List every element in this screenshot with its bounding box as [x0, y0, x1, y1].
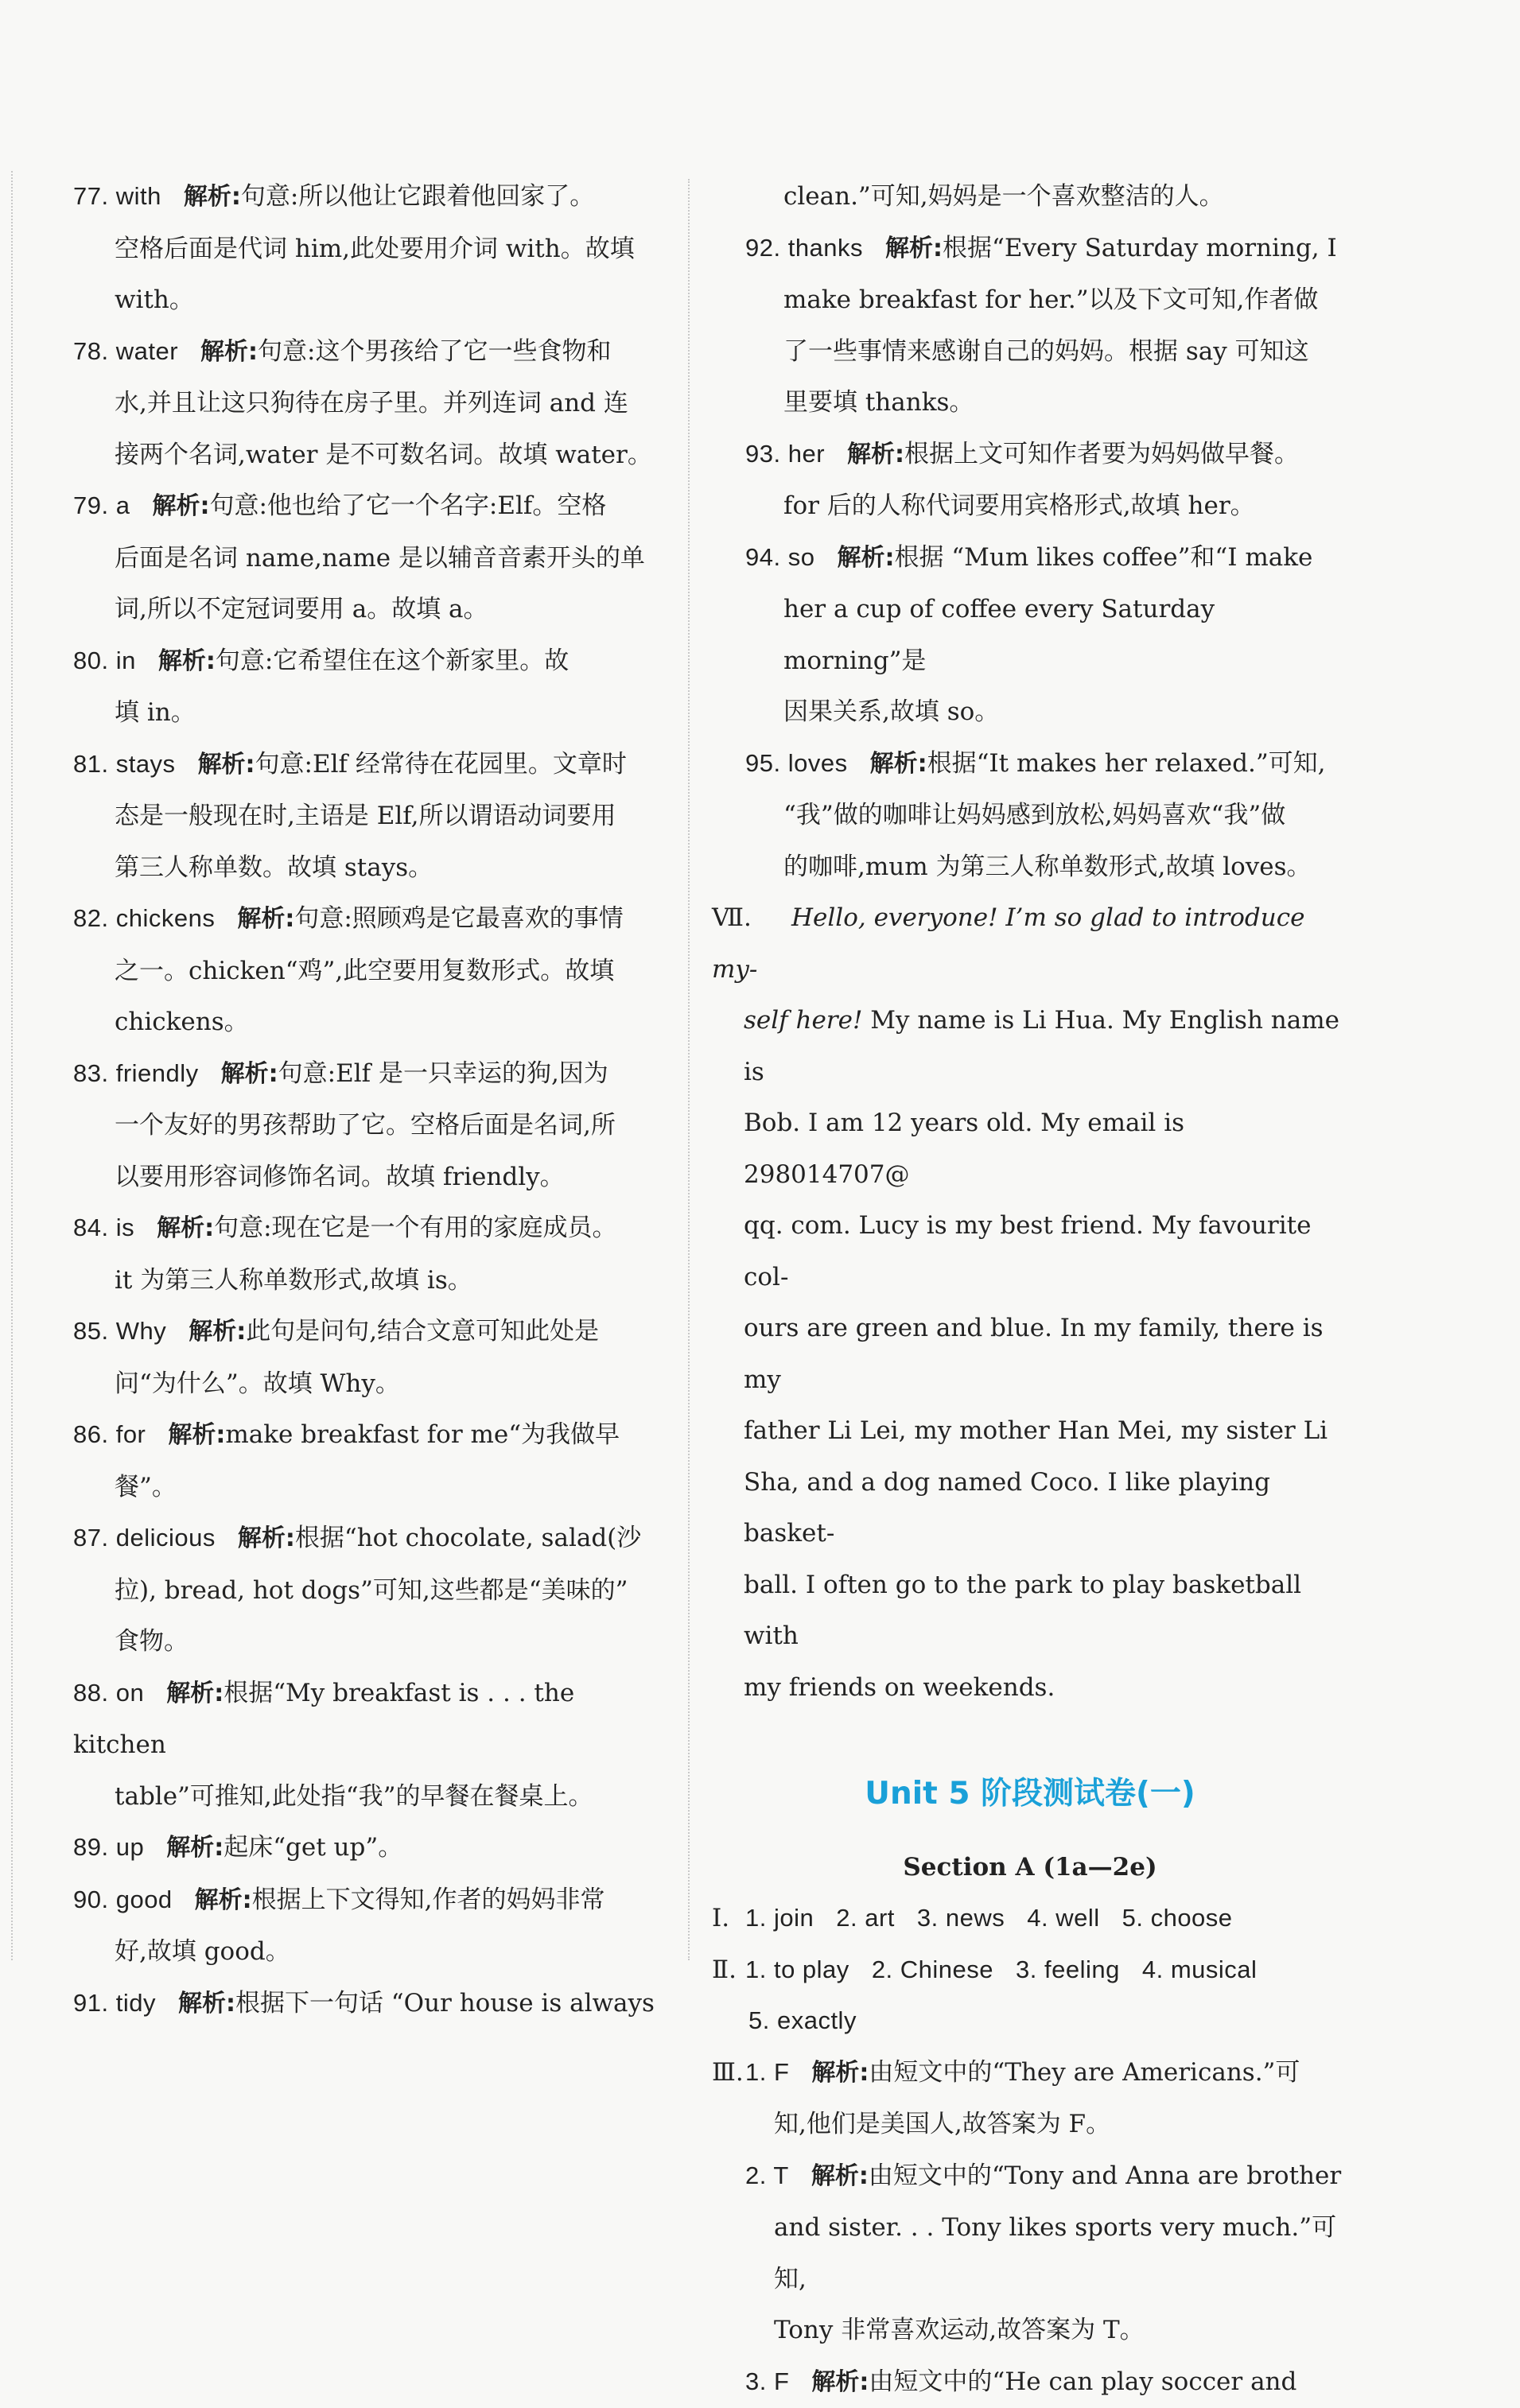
left-column: [73, 171, 666, 2029]
q92-entry: [745, 223, 1348, 429]
q90-first-line: [73, 1874, 666, 1927]
q83-cont-line-1: 一个友好的男孩帮助了它。空格后面是名词,所: [73, 1100, 666, 1152]
q80-answer: 80. in: [73, 647, 136, 674]
q88-analysis-text: 根据“My breakfast is . . . the kitchen: [73, 1679, 574, 1760]
q81-answer: 81. stays: [73, 750, 176, 778]
q93-entry: [745, 429, 1348, 532]
q90-analysis-text: 根据上下文得知,作者的妈妈非常: [252, 1886, 605, 1914]
essay-line-1: Hello, everyone! I’m so glad to introduce my-: [712, 903, 1304, 984]
essay-line-5: ours are green and blue. In my family, there is my: [744, 1303, 1348, 1405]
part-3-answers: [712, 2047, 1348, 2408]
q85-entry: [73, 1306, 666, 1409]
q94-answer: 94. so: [745, 543, 814, 571]
q88-entry: [73, 1668, 666, 1823]
q86-answer: 86. for: [73, 1420, 146, 1448]
q88-first-line: [73, 1668, 666, 1771]
q87-entry: [73, 1513, 666, 1668]
q78-cont-line-2: 接两个名词,water 是不可数名词。故填 water。: [73, 429, 666, 481]
part-3-item-2-cont-line-1: and sister. . . Tony likes sports very much.”可知,: [745, 2202, 1348, 2305]
essay-line-4: qq. com. Lucy is my best friend. My favourite col-: [744, 1200, 1348, 1303]
q85-first-line: [73, 1306, 666, 1358]
q95-answer: 95. loves: [745, 749, 848, 777]
part-3-item-3-analysis-text: 由短文中的“He can play soccer and: [869, 2367, 1296, 2396]
q84-first-line: [73, 1202, 666, 1255]
part-3-item-1: [712, 2047, 1348, 2150]
part-3-item-1-cont-1: 知,他们是美国人,故答案为 F。: [712, 2099, 1348, 2150]
q82-answer: 82. chickens: [73, 904, 215, 932]
q92-analysis-text: 根据“Every Saturday morning, I: [943, 234, 1337, 262]
q92-answer: 92. thanks: [745, 234, 863, 262]
part-2-items-cont: [748, 2006, 857, 2035]
q89-answer: 89. up: [73, 1833, 144, 1861]
q90-analysis-label: 解析:: [195, 1886, 252, 1914]
left-margin-rule: [11, 171, 13, 1960]
q77-answer: 77. with: [73, 182, 161, 210]
part-3-item-2: [712, 2150, 1348, 2356]
q82-cont-line-2: chickens。: [73, 996, 666, 1048]
part-1-item-1: 1. join: [745, 1904, 814, 1932]
q86-first-line: [73, 1409, 666, 1462]
part-1-item-4: 4. well: [1027, 1904, 1099, 1932]
essay-line-7: Sha, and a dog named Coco. I like playing basket-: [744, 1457, 1348, 1559]
part-3-item-2-entry: [745, 2150, 1348, 2356]
q77-cont-line-2: with。: [73, 274, 666, 326]
q83-first-line: [73, 1048, 666, 1101]
q84-analysis-label: 解析:: [157, 1214, 214, 1242]
q87-analysis-label: 解析:: [238, 1524, 295, 1552]
part-2-item-1: 1. to play: [745, 1956, 849, 1983]
q80-analysis-label: 解析:: [158, 647, 216, 675]
q79-first-line: [73, 480, 666, 533]
essay-first-line: [712, 892, 1348, 995]
q94-entry: [745, 532, 1348, 738]
q91-analysis-text: 根据下一句话 “Our house is always: [235, 1989, 655, 2018]
q81-analysis-label: 解析:: [198, 751, 255, 779]
q79-entry: [73, 480, 666, 635]
part-3-item-2-cont-line-2: Tony 非常喜欢运动,故答案为 T。: [745, 2305, 1348, 2356]
q87-first-line: [73, 1513, 666, 1565]
q88-answer: 88. on: [73, 1679, 144, 1707]
q91-answer: 91. tidy: [73, 1989, 156, 2017]
q87-analysis-text: 根据“hot chocolate, salad(沙: [295, 1524, 641, 1552]
q87-cont-line-1: 拉), bread, hot dogs”可知,这些都是“美味的”: [73, 1565, 666, 1617]
q87-answer: 87. delicious: [73, 1524, 216, 1552]
q88-cont-line-1: table”可推知,此处指“我”的早餐在餐桌上。: [73, 1771, 666, 1823]
q78-analysis-text: 句意:这个男孩给了它一些食物和: [258, 337, 611, 366]
part-3-roman: Ⅲ.: [712, 2047, 745, 2099]
q87-cont-line-2: 食物。: [73, 1616, 666, 1668]
q77-analysis-text: 句意:所以他让它跟着他回家了。: [241, 182, 594, 211]
essay-line-3: Bob. I am 12 years old. My email is 298014707@: [744, 1097, 1348, 1200]
q93-wrap: [712, 429, 1348, 532]
part-2-item-3: 3. feeling: [1016, 1956, 1120, 1983]
q95-analysis-label: 解析:: [870, 750, 927, 778]
essay-line-8: ball. I often go to the park to play basketball with: [744, 1559, 1348, 1662]
q78-answer: 78. water: [73, 337, 178, 365]
q95-wrap: [712, 738, 1348, 893]
q82-entry: [73, 893, 666, 1048]
q92-wrap: [712, 223, 1348, 429]
q79-analysis-text: 句意:他也给了它一个名字:Elf。空格: [209, 491, 606, 520]
q92-analysis-label: 解析:: [885, 235, 943, 262]
q77-analysis-label: 解析:: [184, 183, 241, 211]
part-3-item-2-analysis-label: 解析:: [811, 2162, 869, 2190]
q91-first-line: [73, 1978, 666, 2030]
part-2-item-2: 2. Chinese: [872, 1956, 993, 1983]
part-1-item-5: 5. choose: [1122, 1904, 1233, 1932]
q83-answer: 83. friendly: [73, 1059, 199, 1087]
q95-cont-line-1: “我”做的咖啡让妈妈感到放松,妈妈喜欢“我”做: [745, 790, 1348, 841]
q82-first-line: [73, 893, 666, 946]
q86-analysis-text: make breakfast for me“为我做早: [225, 1420, 620, 1449]
part-3-item-1-analysis-text: 由短文中的“They are Americans.”可: [869, 2058, 1300, 2087]
part-3-item-1-analysis-label: 解析:: [811, 2059, 869, 2087]
essay-line-6: father Li Lei, my mother Han Mei, my sister Li: [744, 1405, 1348, 1457]
q81-first-line: [73, 739, 666, 791]
q94-first-line: [745, 532, 1348, 585]
q80-entry: [73, 635, 666, 739]
q84-analysis-text: 句意:现在它是一个有用的家庭成员。: [214, 1214, 616, 1242]
essay-line-9: my friends on weekends.: [744, 1662, 1348, 1714]
q84-answer: 84. is: [73, 1214, 134, 1241]
q78-entry: [73, 326, 666, 481]
q91-entry: [73, 1978, 666, 2030]
part-3-item-3-first-line: [745, 2356, 1348, 2408]
q78-first-line: [73, 326, 666, 379]
q93-answer: 93. her: [745, 440, 825, 468]
part-2-answers-cont: [712, 1995, 1348, 2047]
q90-answer: 90. good: [73, 1886, 173, 1913]
right-entries: [712, 223, 1348, 893]
q88-analysis-label: 解析:: [166, 1680, 224, 1707]
part-2-answers: [712, 1944, 1348, 1996]
q90-cont-line-1: 好,故填 good。: [73, 1926, 666, 1978]
part-2-items: [745, 1956, 1257, 1984]
q85-answer: 85. Why: [73, 1317, 166, 1345]
q89-analysis-label: 解析:: [166, 1834, 224, 1862]
q80-cont-line-1: 填 in。: [73, 687, 666, 739]
q80-analysis-text: 句意:它希望住在这个新家里。故: [216, 647, 569, 675]
part-2-item-4: 4. musical: [1142, 1956, 1258, 1983]
part-1-item-3: 3. news: [917, 1904, 1005, 1932]
q95-cont-line-2: 的咖啡,mum 为第三人称单数形式,故填 loves。: [745, 841, 1348, 893]
q90-entry: [73, 1874, 666, 1978]
q86-analysis-label: 解析:: [168, 1421, 225, 1449]
entry-91-continuation: clean.”可知,妈妈是一个喜欢整洁的人。: [712, 171, 1348, 223]
part-3-item-1-answer: 1. F: [745, 2058, 789, 2086]
q94-cont-line-1: her a cup of coffee every Saturday morning”是: [745, 584, 1348, 686]
q82-analysis-label: 解析:: [237, 905, 294, 933]
part-1-roman: Ⅰ.: [712, 1893, 745, 1944]
essay-lines: [712, 1097, 1348, 1713]
q94-wrap: [712, 532, 1348, 738]
q77-entry: [73, 171, 666, 326]
unit-title: Unit 5 阶段测试卷(一): [712, 1769, 1348, 1813]
q78-analysis-label: 解析:: [200, 338, 258, 366]
q89-analysis-text: 起床“get up”。: [224, 1833, 402, 1862]
part-3-item-3-entry: [745, 2356, 1348, 2408]
essay-line-2-italic: self here!: [744, 1006, 862, 1035]
q81-analysis-text: 句意:Elf 经常待在花园里。文章时: [255, 750, 627, 779]
q85-cont-line-1: 问“为什么”。故填 Why。: [73, 1358, 666, 1410]
q95-analysis-text: 根据“It makes her relaxed.”可知,: [927, 749, 1326, 778]
part-3-item-3-answer: 3. F: [745, 2367, 789, 2395]
q92-cont-line-3: 里要填 thanks。: [745, 377, 1348, 429]
q94-analysis-label: 解析:: [837, 544, 894, 572]
q78-cont-line-1: 水,并且让这只狗待在房子里。并列连词 and 连: [73, 378, 666, 429]
q84-cont-line-1: it 为第三人称单数形式,故填 is。: [73, 1255, 666, 1307]
q82-analysis-text: 句意:照顾鸡是它最喜欢的事情: [294, 904, 623, 933]
part-3-item-2-answer: 2. T: [745, 2161, 789, 2189]
q92-first-line: [745, 223, 1348, 275]
q83-analysis-text: 句意:Elf 是一只幸运的狗,因为: [278, 1059, 608, 1088]
part-3-item-2-analysis-text: 由短文中的“Tony and Anna are brother: [869, 2161, 1341, 2190]
q92-cont-line-2: 了一些事情来感谢自己的妈妈。根据 say 可知这: [745, 326, 1348, 378]
q77-cont-line-1: 空格后面是代词 him,此处要用介词 with。故填: [73, 223, 666, 275]
q84-entry: [73, 1202, 666, 1306]
q86-cont-line-1: 餐”。: [73, 1462, 666, 1513]
part-1-answers: [712, 1893, 1348, 1944]
part-1-items: [745, 1904, 1233, 1932]
q89-first-line: [73, 1822, 666, 1874]
q81-entry: [73, 739, 666, 894]
essay-line-2-rest: My name is Li Hua. My English name is: [744, 1006, 1339, 1086]
q81-cont-line-2: 第三人称单数。故填 stays。: [73, 842, 666, 894]
q79-answer: 79. a: [73, 491, 130, 519]
q86-entry: [73, 1409, 666, 1513]
q85-analysis-text: 此句是问句,结合文意可知此处是: [246, 1317, 599, 1346]
q93-analysis-text: 根据上文可知作者要为妈妈做早餐。: [904, 440, 1299, 468]
q93-first-line: [745, 429, 1348, 481]
q79-cont-line-2: 词,所以不定冠词要用 a。故填 a。: [73, 584, 666, 635]
q77-first-line: [73, 171, 666, 223]
q94-analysis-text: 根据 “Mum likes coffee”和“I make: [894, 543, 1312, 572]
q89-entry: [73, 1822, 666, 1874]
q83-analysis-label: 解析:: [221, 1060, 278, 1088]
section-title: Section A (1a—2e): [712, 1853, 1348, 1882]
q92-cont-line-1: make breakfast for her.”以及下文可知,作者做: [745, 274, 1348, 326]
q82-cont-line-1: 之一。chicken“鸡”,此空要用复数形式。故填: [73, 946, 666, 997]
q85-analysis-label: 解析:: [189, 1318, 246, 1346]
essay-block: [712, 892, 1348, 1713]
q94-cont-line-2: 因果关系,故填 so。: [745, 686, 1348, 738]
column-divider: [688, 179, 690, 1960]
part-3-item-3: [712, 2356, 1348, 2408]
part-2-roman: Ⅱ.: [712, 1944, 745, 1996]
q81-cont-line-1: 态是一般现在时,主语是 Elf,所以谓语动词要用: [73, 790, 666, 842]
part-3-item-3-analysis-label: 解析:: [811, 2368, 869, 2396]
essay-second-line: [712, 995, 1348, 1097]
q91-analysis-label: 解析:: [178, 1990, 235, 2018]
part-3-item-2-first-line: [745, 2150, 1348, 2203]
q83-cont-line-2: 以要用形容词修饰名词。故填 friendly。: [73, 1152, 666, 1203]
q83-entry: [73, 1048, 666, 1203]
q93-cont-line-1: for 后的人称代词要用宾格形式,故填 her。: [745, 480, 1348, 532]
part-2b-item-1: 5. exactly: [748, 2006, 857, 2034]
q93-analysis-label: 解析:: [847, 441, 904, 468]
part-1-item-2: 2. art: [836, 1904, 895, 1932]
essay-roman: Ⅶ.: [712, 892, 745, 944]
right-column: [712, 171, 1348, 2408]
q79-cont-line-1: 后面是名词 name,name 是以辅音音素开头的单: [73, 533, 666, 585]
q79-analysis-label: 解析:: [152, 492, 209, 520]
part-3-item-1-first-line: [712, 2047, 1348, 2099]
q95-first-line: [745, 738, 1348, 790]
q95-entry: [745, 738, 1348, 893]
q80-first-line: [73, 635, 666, 688]
